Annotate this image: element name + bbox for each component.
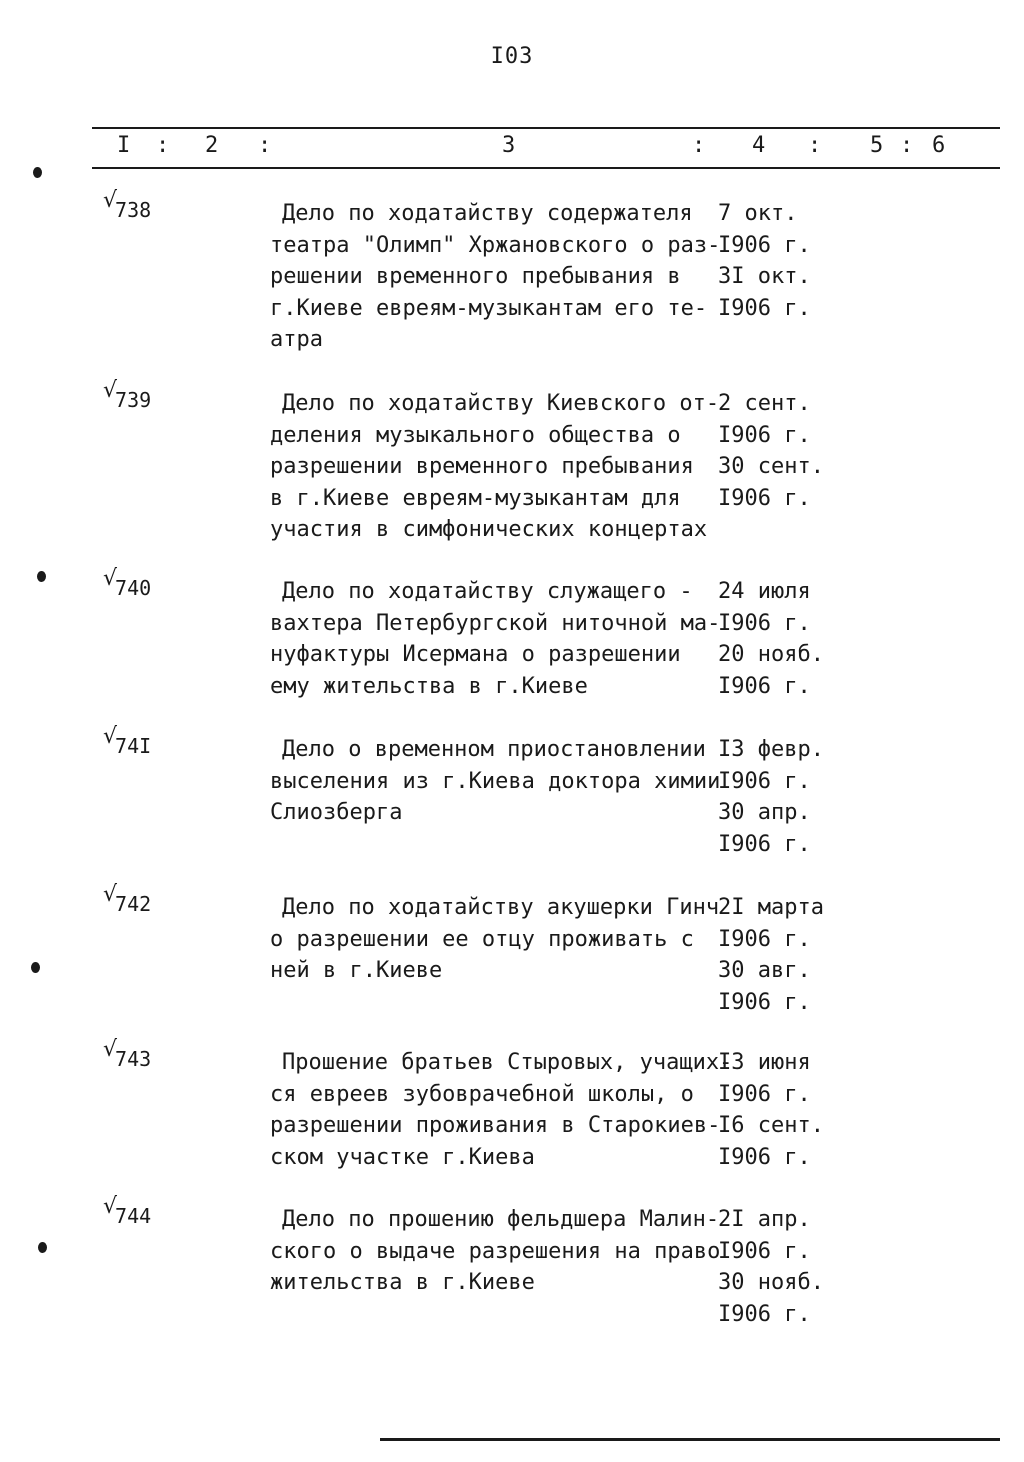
record-dates: 7 окт. I906 г. 3I окт. I906 г.: [718, 201, 811, 321]
record-description: Дело о временном приостановлении выселения из г.Киева доктора химии Слиозберга: [270, 737, 721, 825]
record-dates: 2I апр. I906 г. 30 нояб. I906 г.: [718, 1207, 824, 1327]
check-mark-icon: √: [103, 566, 118, 591]
check-mark-icon: √: [103, 1037, 118, 1062]
record-description: Дело по ходатайству акушерки Гинч о разрешении ее отцу проживать с ней в г.Киеве: [270, 895, 720, 983]
header-col-2: 2: [205, 133, 219, 158]
header-separator: :: [900, 133, 914, 158]
record-description: Дело по ходатайству служащего - вахтера Петербургской ниточной ма- нуфактуры Исермана о разрешении ему жительства в г.Киеве: [270, 579, 721, 699]
header-col-3: 3: [502, 133, 516, 158]
page-number: I03: [490, 44, 534, 69]
binder-hole-mark: [37, 571, 46, 582]
check-mark-icon: √: [103, 882, 118, 907]
check-mark-icon: √: [103, 378, 118, 403]
header-separator: :: [808, 133, 822, 158]
check-mark-icon: √: [103, 1194, 118, 1219]
binder-hole-mark: [33, 167, 42, 178]
record-number: √738: [103, 188, 152, 222]
record-number: √740: [103, 566, 152, 600]
record-number: √743: [103, 1037, 152, 1071]
record-description: Прошение братьев Стыровых, учащих- ся евреев зубоврачебной школы, о разрешении проживания в Старокиев- ском участке г.Киева: [270, 1050, 733, 1170]
record-dates: 2 сент. I906 г. 30 сент. I906 г.: [718, 391, 824, 511]
record-dates: 24 июля I906 г. 20 нояб. I906 г.: [718, 579, 824, 699]
record-number: √744: [103, 1194, 152, 1228]
header-separator: :: [258, 133, 272, 158]
record-number: √74I: [103, 724, 152, 758]
record-description: Дело по ходатайству Киевского от- деления музыкального общества о разрешении временного пребывания в г.Киеве евреям-музыкантам для участия в симфонических концертах: [270, 391, 720, 542]
header-col-5: 5: [870, 133, 884, 158]
header-bottom-rule: [92, 167, 1000, 169]
header-col-4: 4: [752, 133, 766, 158]
record-dates: 2I марта I906 г. 30 авг. I906 г.: [718, 895, 824, 1015]
record-description: Дело по ходатайству содержателя театра "Олимп" Хржановского о раз- решении временного пребывания в г.Киеве евреям-музыкантам его те- атра: [270, 201, 721, 352]
header-col-6: 6: [932, 133, 946, 158]
header-top-rule: [92, 127, 1000, 129]
record-dates: I3 июня I906 г. I6 сент. I906 г.: [718, 1050, 824, 1170]
header-separator: :: [692, 133, 706, 158]
record-description: Дело по прошению фельдшера Малин- ского о выдаче разрешения на право жительства в г.Киеве: [270, 1207, 721, 1295]
check-mark-icon: √: [103, 188, 118, 213]
footer-rule: [380, 1438, 1000, 1441]
binder-hole-mark: [31, 962, 40, 973]
header-separator: :: [156, 133, 170, 158]
header-col-1: I: [117, 133, 131, 158]
binder-hole-mark: [38, 1242, 47, 1253]
check-mark-icon: √: [103, 724, 118, 749]
record-number: √742: [103, 882, 152, 916]
record-dates: I3 февр. I906 г. 30 апр. I906 г.: [718, 737, 824, 857]
record-number: √739: [103, 378, 152, 412]
